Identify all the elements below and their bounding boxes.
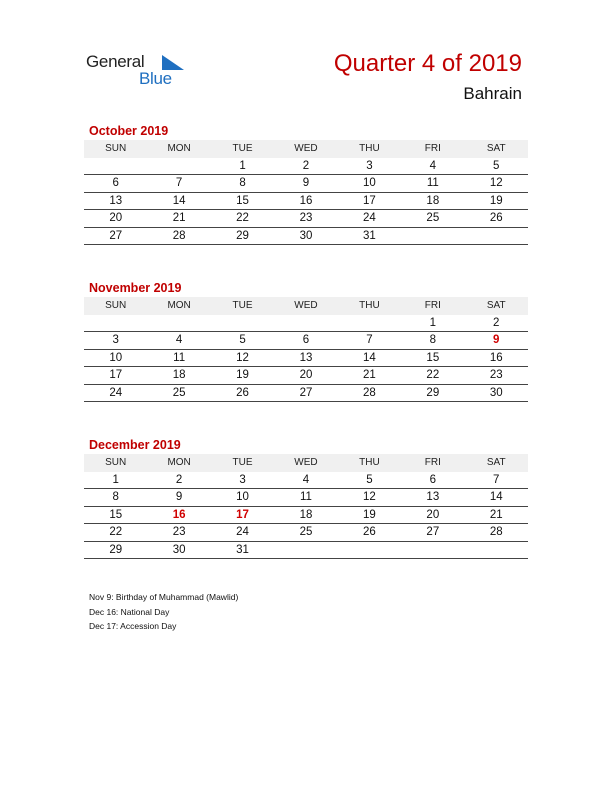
empty-day-cell xyxy=(401,228,464,245)
day-cell: 22 xyxy=(109,526,123,538)
day-cell: 9 xyxy=(302,177,310,189)
holiday-notes xyxy=(89,590,238,634)
day-cell: 30 xyxy=(299,229,313,242)
empty-day-cell xyxy=(274,542,337,559)
day-cell: 14 xyxy=(489,491,503,503)
empty-day-cell xyxy=(401,542,464,559)
week-row xyxy=(84,350,528,368)
day-cell: 20 xyxy=(299,369,313,381)
week-row xyxy=(84,367,528,385)
weekday-label: WED xyxy=(294,457,318,468)
logo-text-blue: Blue xyxy=(139,69,172,88)
weekday-label: SAT xyxy=(486,457,506,468)
day-cell: 7 xyxy=(175,177,183,189)
day-cell: 12 xyxy=(363,491,376,503)
day-cell: 10 xyxy=(109,351,123,364)
holiday-day-cell: 17 xyxy=(236,508,249,521)
week-row xyxy=(84,210,528,228)
day-cell: 24 xyxy=(363,212,376,224)
day-cell: 4 xyxy=(429,159,437,172)
holiday-note: Nov 9: Birthday of Muhammad (Mawlid) xyxy=(89,592,239,602)
day-cell: 27 xyxy=(299,386,313,399)
week-row xyxy=(84,507,528,525)
day-cell: 15 xyxy=(109,508,123,521)
day-cell: 7 xyxy=(366,334,373,346)
month-title: November 2019 xyxy=(89,281,182,295)
week-row xyxy=(84,158,528,176)
empty-day-cell xyxy=(338,542,401,559)
week-row xyxy=(84,332,528,350)
day-cell: 30 xyxy=(489,386,503,399)
empty-day-cell xyxy=(147,158,210,175)
day-cell: 12 xyxy=(236,351,249,364)
month-october xyxy=(84,122,528,245)
day-cell: 11 xyxy=(426,177,439,189)
week-row xyxy=(84,472,528,490)
weekday-label: THU xyxy=(359,300,380,311)
weekday-label: FRI xyxy=(424,300,441,311)
holiday-day-cell: 9 xyxy=(493,334,500,346)
logo xyxy=(86,52,196,88)
day-cell: 28 xyxy=(363,386,376,399)
empty-day-cell xyxy=(147,315,210,332)
day-cell: 3 xyxy=(366,159,373,172)
day-cell: 8 xyxy=(112,491,119,503)
empty-day-cell xyxy=(211,315,274,332)
day-cell: 9 xyxy=(175,491,183,503)
logo-text-general: General xyxy=(86,52,145,71)
day-cell: 21 xyxy=(172,212,186,224)
weekday-label: TUE xyxy=(232,143,253,154)
day-cell: 18 xyxy=(426,194,440,207)
day-cell: 19 xyxy=(236,369,249,381)
week-row xyxy=(84,524,528,542)
day-cell: 2 xyxy=(302,159,310,172)
day-cell: 1 xyxy=(429,316,437,329)
day-cell: 6 xyxy=(429,473,437,486)
week-row xyxy=(84,385,528,403)
weekday-label: SUN xyxy=(105,300,127,311)
day-cell: 31 xyxy=(236,543,249,556)
day-cell: 5 xyxy=(239,334,246,346)
day-cell: 13 xyxy=(426,491,440,503)
holiday-day-cell: 16 xyxy=(172,508,186,521)
day-cell: 20 xyxy=(426,508,440,521)
day-cell: 23 xyxy=(299,212,313,224)
day-cell: 26 xyxy=(236,386,249,399)
day-cell: 10 xyxy=(363,177,376,189)
week-row xyxy=(84,193,528,211)
day-cell: 18 xyxy=(299,508,313,521)
day-cell: 16 xyxy=(299,194,313,207)
weekday-label: TUE xyxy=(232,300,253,311)
day-cell: 2 xyxy=(493,316,500,329)
day-cell: 29 xyxy=(109,543,123,556)
day-cell: 21 xyxy=(363,369,376,381)
calendar-grid xyxy=(84,140,528,245)
week-row xyxy=(84,489,528,507)
day-cell: 1 xyxy=(112,473,119,486)
day-cell: 31 xyxy=(363,229,376,242)
week-row xyxy=(84,542,528,560)
day-cell: 8 xyxy=(429,334,437,346)
calendar-grid xyxy=(84,297,528,402)
day-cell: 19 xyxy=(489,194,503,207)
empty-day-cell xyxy=(84,315,147,332)
weekday-label: SAT xyxy=(486,143,506,154)
weekday-label: FRI xyxy=(424,457,441,468)
day-cell: 6 xyxy=(302,334,310,346)
day-cell: 4 xyxy=(175,334,183,346)
weekday-label: MON xyxy=(167,300,191,311)
weekday-label: FRI xyxy=(424,143,441,154)
weekday-label: THU xyxy=(359,143,380,154)
weekday-label: SUN xyxy=(105,457,127,468)
day-cell: 2 xyxy=(175,473,183,486)
weekday-header-row xyxy=(84,454,528,472)
day-cell: 11 xyxy=(300,491,312,503)
day-cell: 23 xyxy=(172,526,186,538)
day-cell: 22 xyxy=(426,369,440,381)
day-cell: 26 xyxy=(363,526,376,538)
day-cell: 16 xyxy=(489,351,503,364)
day-cell: 27 xyxy=(109,229,123,242)
holiday-note: Dec 17: Accession Day xyxy=(89,621,177,631)
day-cell: 13 xyxy=(299,351,313,364)
empty-day-cell xyxy=(465,542,528,559)
day-cell: 5 xyxy=(366,473,373,486)
weekday-label: MON xyxy=(167,143,191,154)
day-cell: 5 xyxy=(493,159,500,172)
day-cell: 28 xyxy=(489,526,503,538)
month-title: October 2019 xyxy=(89,124,169,138)
weekday-label: SUN xyxy=(105,143,127,154)
country-name: Bahrain xyxy=(463,84,522,103)
empty-day-cell xyxy=(465,228,528,245)
week-row xyxy=(84,315,528,333)
month-december xyxy=(84,436,528,559)
weekday-label: THU xyxy=(359,457,380,468)
day-cell: 29 xyxy=(426,386,440,399)
day-cell: 23 xyxy=(489,369,503,381)
day-cell: 17 xyxy=(363,194,376,207)
week-row xyxy=(84,228,528,246)
day-cell: 15 xyxy=(236,194,249,207)
page-title: Quarter 4 of 2019 xyxy=(333,50,522,77)
day-cell: 18 xyxy=(172,369,186,381)
day-cell: 3 xyxy=(112,334,119,346)
weekday-header-row xyxy=(84,297,528,315)
day-cell: 15 xyxy=(426,351,440,364)
weekday-label: TUE xyxy=(232,457,253,468)
week-row xyxy=(84,175,528,193)
day-cell: 17 xyxy=(109,369,123,381)
day-cell: 21 xyxy=(489,508,503,521)
day-cell: 29 xyxy=(236,229,249,242)
day-cell: 8 xyxy=(239,177,246,189)
day-cell: 19 xyxy=(363,508,376,521)
weekday-header-row xyxy=(84,140,528,158)
day-cell: 1 xyxy=(239,159,246,172)
day-cell: 7 xyxy=(493,473,500,486)
day-cell: 3 xyxy=(239,473,246,486)
day-cell: 12 xyxy=(489,177,503,189)
weekday-label: SAT xyxy=(486,300,506,311)
weekday-label: WED xyxy=(294,300,318,311)
day-cell: 25 xyxy=(172,386,186,399)
day-cell: 14 xyxy=(172,194,186,207)
weekday-label: WED xyxy=(294,143,318,154)
calendar-grid xyxy=(84,454,528,559)
day-cell: 30 xyxy=(172,543,186,556)
day-cell: 24 xyxy=(236,526,249,538)
month-november xyxy=(84,279,528,402)
month-title: December 2019 xyxy=(89,438,181,452)
holiday-note: Dec 16: National Day xyxy=(89,606,170,617)
day-cell: 22 xyxy=(236,212,249,224)
day-cell: 13 xyxy=(109,194,123,207)
empty-day-cell xyxy=(338,315,401,332)
day-cell: 28 xyxy=(172,229,186,242)
empty-day-cell xyxy=(84,158,147,175)
day-cell: 14 xyxy=(363,351,376,364)
weekday-label: MON xyxy=(167,457,191,468)
logo-triangle-icon xyxy=(162,55,184,70)
day-cell: 25 xyxy=(299,526,313,538)
empty-day-cell xyxy=(274,315,337,332)
day-cell: 10 xyxy=(236,491,249,503)
day-cell: 11 xyxy=(173,351,186,364)
day-cell: 26 xyxy=(489,212,503,224)
day-cell: 25 xyxy=(426,212,440,224)
day-cell: 27 xyxy=(426,526,440,538)
day-cell: 6 xyxy=(112,177,119,189)
day-cell: 4 xyxy=(302,473,310,486)
day-cell: 24 xyxy=(109,386,123,399)
day-cell: 20 xyxy=(109,212,123,224)
